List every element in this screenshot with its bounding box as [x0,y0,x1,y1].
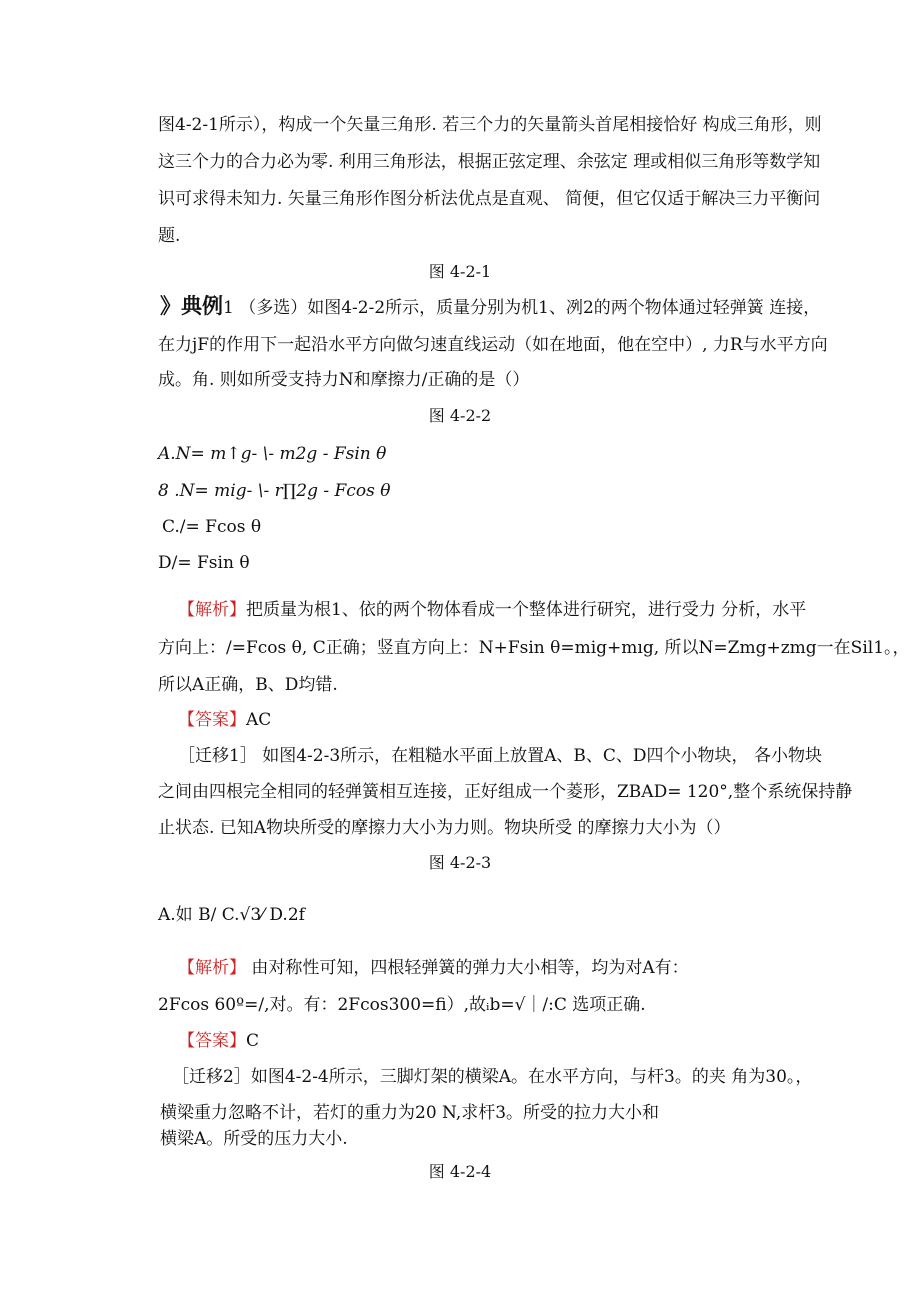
transfer-1-line-3: 止状态. 已知A物块所受的摩擦力大小为力则。物块所受 的摩擦力大小为（） [158,818,731,838]
analysis-1-line-1 [178,598,806,622]
example-1-line-1 [160,294,820,320]
option-b: 8 .N= mig- \- r∏2g - Fcos θ [158,481,391,501]
example-1-line-2: 在力jF的作用下一起沿水平方向做匀速直线运动（如在地面，他在空中）, 力R与水平方向 [158,335,828,355]
intro-line-4: 题. [158,226,181,246]
transfer-2-line-2: 横梁重力忽略不计，若灯的重力为20 N,求杆3。所受的拉力大小和 [160,1103,660,1123]
transfer-1-line-1: ［迁移1］ 如图4-2-3所示，在粗糙水平面上放置A、B、C、D四个小物块， 各小物块 [178,746,822,766]
answer-2 [178,1029,259,1053]
analysis-1-text-1: 把质量为根1、依的两个物体看成一个整体进行研究，进行受力 分析，水平 [246,600,807,620]
analysis-tag: 【解析】 [178,600,246,620]
answer-1 [178,708,271,732]
analysis-1-line-3: 所以A正确，B、D均错. [158,675,338,695]
answer-tag: 【答案】 [178,1031,246,1051]
intro-line-3: 识可求得未知力. 矢量三角形作图分析法优点是直观、 简便，但它仅适于解决三力平衡问 [158,189,821,209]
analysis-1-line-2: 方向上：/=Fcos θ, C正确；竖直方向上：N+Fsin θ=mig+mıg, 所以N=Zmg+zmg一在Sil1。， [158,638,910,658]
intro-line-1: 图4-2-1所示），构成一个矢量三角形. 若三个力的矢量箭头首尾相接恰好 构成三角形，则 [158,115,822,135]
intro-line-2: 这三个力的合力必为零. 利用三角形法，根据正弦定理、余弦定 理或相似三角形等数学知 [158,152,821,172]
options-transfer-1: A.如 B/ C.√3⁄ D.2f [158,905,305,925]
figure-caption-4-2-2: 图 4-2-2 [428,406,492,425]
example-marker: 》典例 [160,294,223,318]
analysis-2-line-2: 2Fcos 60º=/,对。有：2Fcos300=fi）,故ᵢb=√｜/:C 选项正确. [158,995,646,1015]
figure-caption-4-2-4: 图 4-2-4 [428,1162,492,1181]
example-1-line-3: 成。角. 则如所受支持力N和摩擦力/正确的是（） [158,370,530,390]
analysis-tag: 【解析】 [178,958,246,978]
figure-caption-4-2-1: 图 4-2-1 [428,262,492,281]
option-c: C./= Fcos θ [162,517,262,537]
analysis-2-text-1: 由对称性可知，四根轻弹簧的弹力大小相等，均为对A有： [246,958,689,978]
transfer-2-line-1: ［迁移2］如图4-2-4所示，三脚灯架的横梁A。在水平方向，与杆3。的夹 角为30。， [172,1067,813,1087]
option-a: A.N= m↑g- \- m2g - Fsin θ [158,444,387,464]
transfer-2-line-3: 横梁A。所受的压力大小. [160,1129,348,1149]
option-d: D/= Fsin θ [158,553,250,573]
answer-1-value: AC [246,710,272,730]
analysis-2-line-1 [178,956,689,980]
answer-tag: 【答案】 [178,710,246,730]
answer-2-value: C [246,1031,260,1051]
transfer-1-line-2: 之间由四根完全相同的轻弹簧相互连接，正好组成一个菱形，ZBAD= 120°,整个系统保持静 [158,782,853,802]
example-1-text-1: 1 （多选）如图4-2-2所示，质量分别为机1、冽2的两个物体通过轻弹簧 连接， [223,298,821,318]
figure-caption-4-2-3: 图 4-2-3 [428,853,492,872]
